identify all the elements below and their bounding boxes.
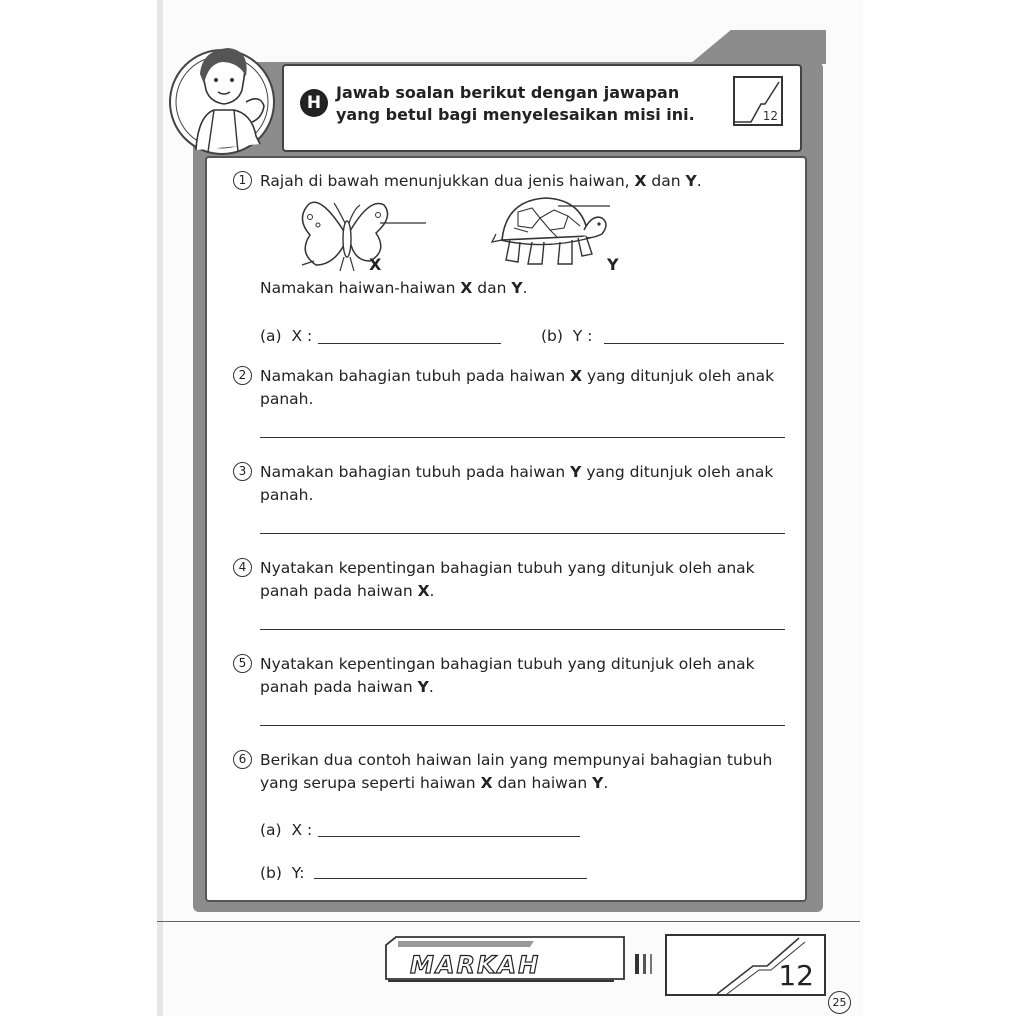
animal-x-ref: X [460,279,473,297]
student-character-avatar [168,40,276,158]
total-score: 12 [778,959,814,992]
question-text: Rajah di bawah menunjukkan dua jenis haiwan, [260,172,635,190]
section-score-box [733,76,783,126]
question-text: dan [646,172,686,190]
instruction-text: Jawab soalan berikut dengan jawapan yang betul bagi menyelesaikan misi ini. [336,83,695,124]
question-text: . [429,582,435,600]
answer-1b-label: (b) Y : [541,327,593,345]
answer-3-field[interactable] [260,533,785,534]
answer-5-field[interactable] [260,725,785,726]
total-score-box [665,934,826,996]
answer-6b-label: (b) Y: [260,864,305,882]
question-text: dan haiwan [492,774,593,792]
question-4 [233,557,785,603]
question-5 [233,653,785,699]
question-text: . [428,678,434,696]
question-number: 3 [233,462,252,481]
question-number: 2 [233,366,252,385]
footer-divider [157,921,860,922]
question-1 [233,170,790,193]
answer-4-field[interactable] [260,629,785,630]
question-6 [233,749,795,795]
animal-x-ref: X [417,582,430,600]
animal-y-ref: Y [417,678,429,696]
answer-2-field[interactable] [260,437,785,438]
answer-1a-field[interactable] [318,343,501,344]
tortoise-illustration [488,192,612,272]
animal-y-ref: Y [592,774,604,792]
question-3 [233,461,780,507]
animal-x-ref: X [480,774,493,792]
question-number: 5 [233,654,252,673]
question-text: Namakan haiwan-haiwan [260,279,461,297]
markah-label: MARKAH [410,951,541,979]
question-text: . [696,172,702,190]
question-text: Nyatakan kepentingan bahagian tubuh yang ditunjuk oleh anak panah pada haiwan [260,559,755,600]
page-edge-shadow [157,0,163,1016]
question-text: Nyatakan kepentingan bahagian tubuh yang ditunjuk oleh anak panah pada haiwan [260,655,755,696]
question-number: 4 [233,558,252,577]
question-text: Berikan dua contoh haiwan lain yang mempunyai bahagian tubuh yang serupa seperti haiwan [260,751,773,792]
question-text: yang ditunjuk oleh anak panah. [260,463,774,504]
section-badge: H [300,89,328,117]
answer-1b-field[interactable] [604,343,784,344]
question-number: 1 [233,171,252,190]
animal-y-ref: Y [685,172,697,190]
animal-y-ref: Y [511,279,523,297]
q1-instruction [260,277,528,300]
answer-6b-field[interactable] [314,878,587,879]
label-x: X [369,255,382,274]
question-text: dan [472,279,512,297]
animal-x-ref: X [634,172,647,190]
animal-y-ref: Y [570,463,582,481]
question-text: . [522,279,528,297]
question-text: Namakan bahagian tubuh pada haiwan [260,463,571,481]
butterfly-illustration [290,195,430,275]
question-text: Namakan bahagian tubuh pada haiwan [260,367,571,385]
label-y: Y [607,255,619,274]
markah-ticks-icon [635,954,659,974]
question-text: yang ditunjuk oleh anak panah. [260,367,775,408]
question-number: 6 [233,750,252,769]
question-text: . [603,774,609,792]
page-number: 25 [828,991,851,1014]
answer-6a-field[interactable] [318,836,580,837]
animal-x-ref: X [570,367,583,385]
section-score: 12 [762,109,778,123]
question-2 [233,365,780,411]
answer-6a-label: (a) X : [260,821,313,839]
answer-1a-label: (a) X : [260,327,313,345]
